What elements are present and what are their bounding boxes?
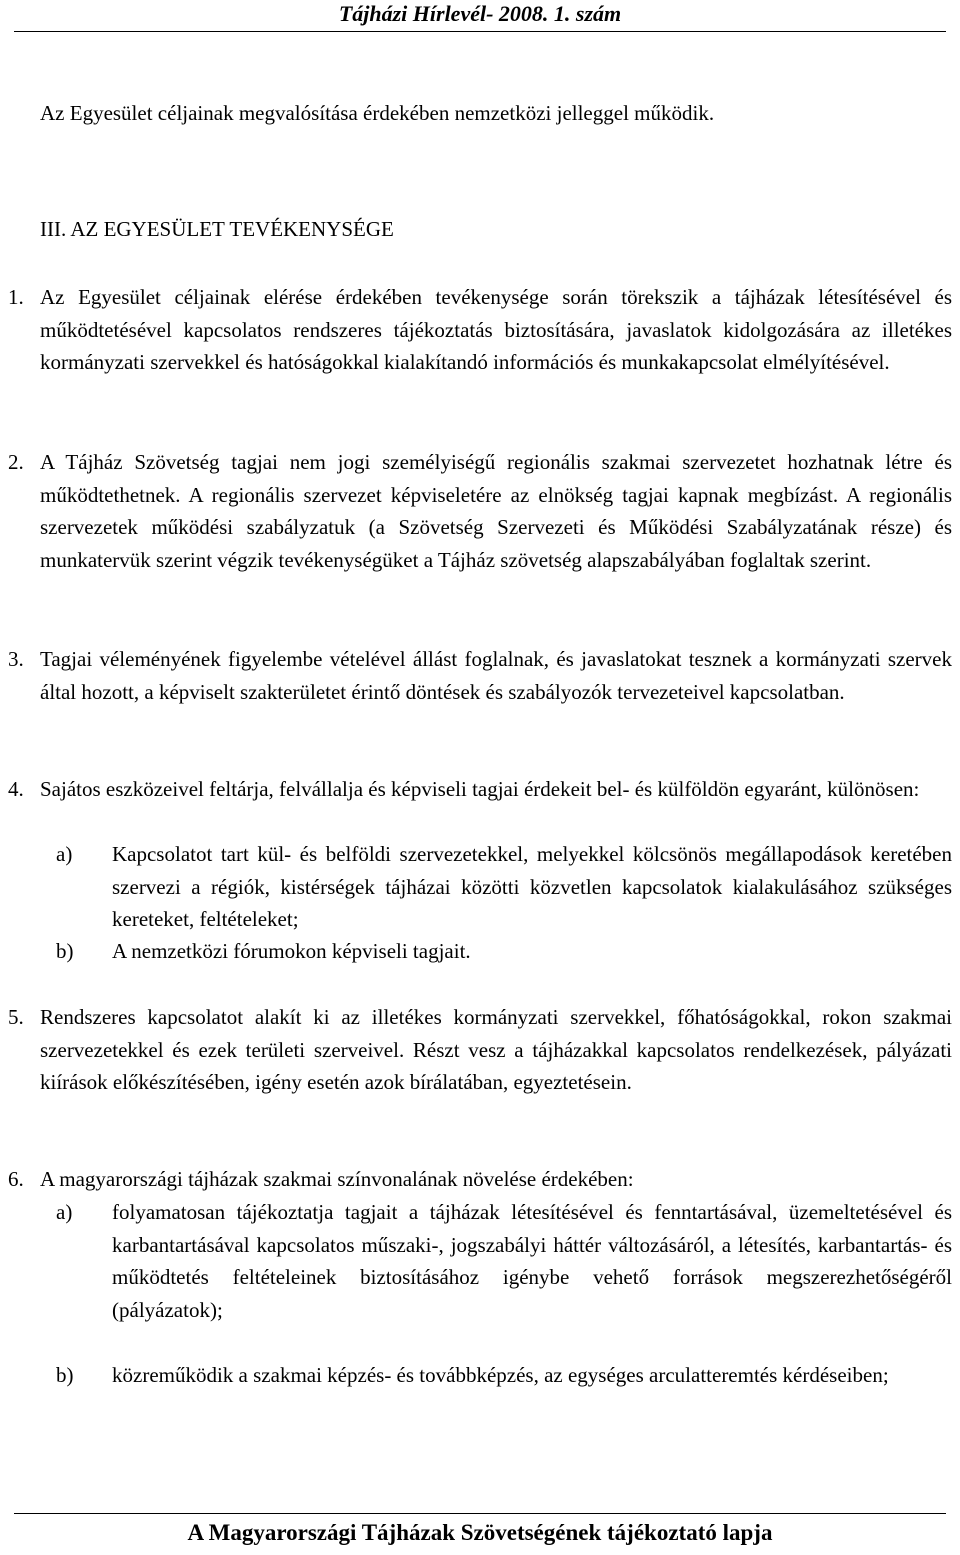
list-item-2: [8, 446, 952, 576]
list-item-6a: [56, 1196, 952, 1326]
sub-item-label: a): [56, 1200, 73, 1224]
item-number: 5.: [8, 1005, 24, 1029]
header-divider: [14, 31, 946, 32]
page-header: Tájházi Hírlevél- 2008. 1. szám: [338, 1, 622, 26]
section-heading: III. AZ EGYESÜLET TEVÉKENYSÉGE: [40, 217, 394, 241]
sub-item-text: folyamatosan tájékoztatja tagjait a tájházak létesítésével és fenntartásával, üzemeltetésével és karbantartásával kapcsolatos műszaki-, jogszabályi háttér változásáról, a létesítés, karbantartás- és működtetés feltételeinek biztosításához igénybe vehető források megszerezhetőségéről (pályázatok);: [112, 1200, 952, 1322]
sub-item-text: közreműködik a szakmai képzés- és továbbképzés, az egységes arculatteremtés kérdéseiben;: [112, 1363, 889, 1387]
list-item-4: [8, 773, 952, 806]
sub-item-label: a): [56, 842, 73, 866]
footer-divider: [14, 1513, 946, 1514]
list-item-4b: [56, 935, 952, 968]
item-number: 1.: [8, 285, 24, 309]
item-text: Tagjai véleményének figyelembe vételével állást foglalnak, és javaslatokat tesznek a kormányzati szervek által hozott, a képviselt szakterületet érintő döntések és szabályozók tervezeteivel kapcsolatban.: [40, 647, 952, 704]
item-text: Rendszeres kapcsolatot alakít ki az illetékes kormányzati szervekkel, főhatóságokkal, rokon szakmai szervezetekkel és ezek területi szerveivel. Részt vesz a tájházakkal kapcsolatos rendelkezések, pályázati kiírások előkészítésében, igény esetén azok bírálatában, egyeztetésein.: [40, 1005, 952, 1094]
list-item-6: [8, 1163, 952, 1196]
list-item-5: [8, 1001, 952, 1099]
list-item-1: [8, 281, 952, 379]
intro-paragraph: Az Egyesület céljainak megvalósítása érdekében nemzetközi jelleggel működik.: [40, 101, 715, 125]
sub-item-label: b): [56, 1363, 74, 1387]
item-text: A magyarországi tájházak szakmai színvonalának növelése érdekében:: [40, 1167, 634, 1191]
sub-item-label: b): [56, 939, 74, 963]
item-number: 4.: [8, 777, 24, 801]
page-footer: A Magyarországi Tájházak Szövetségének tájékoztató lapja: [187, 1520, 773, 1545]
item-text: A Tájház Szövetség tagjai nem jogi személyiségű regionális szakmai szervezetet hozhatnak létre és működtethetnek. A regionális szervezet képviseletére az elnökség tagjai kapnak megbízást. A regionális szervezetek működési szabályzatuk (a Szövetség Szervezeti és Működési Szabályzatának része) és munkatervük szerint végzik tevékenységüket a Tájház szövetség alapszabályában foglaltak szerint.: [40, 450, 952, 572]
item-number: 6.: [8, 1167, 24, 1191]
sub-item-text: A nemzetközi fórumokon képviseli tagjait.: [112, 939, 471, 963]
list-item-3: [8, 643, 952, 708]
sub-item-text: Kapcsolatot tart kül- és belföldi szervezetekkel, melyekkel kölcsönös megállapodások keretében szervezi a régiók, kistérségek tájházai közötti közvetlen kapcsolatok kialakulásához szükséges kereteket, feltételeket;: [112, 842, 952, 931]
item-text: Sajátos eszközeivel feltárja, felvállalja és képviseli tagjai érdekeit bel- és külföldön egyaránt, különösen:: [40, 777, 920, 801]
item-number: 2.: [8, 450, 24, 474]
list-item-6b: [56, 1359, 952, 1392]
item-number: 3.: [8, 647, 24, 671]
item-text: Az Egyesület céljainak elérése érdekében tevékenysége során törekszik a tájházak létesítésével és működtetésével kapcsolatos rendszeres tájékoztatás biztosítására, javaslatok kidolgozására az illetékes kormányzati szervekkel és hatóságokkal kialakítandó információs és munkakapcsolat elmélyítésével.: [40, 285, 952, 374]
list-item-4a: [56, 838, 952, 936]
